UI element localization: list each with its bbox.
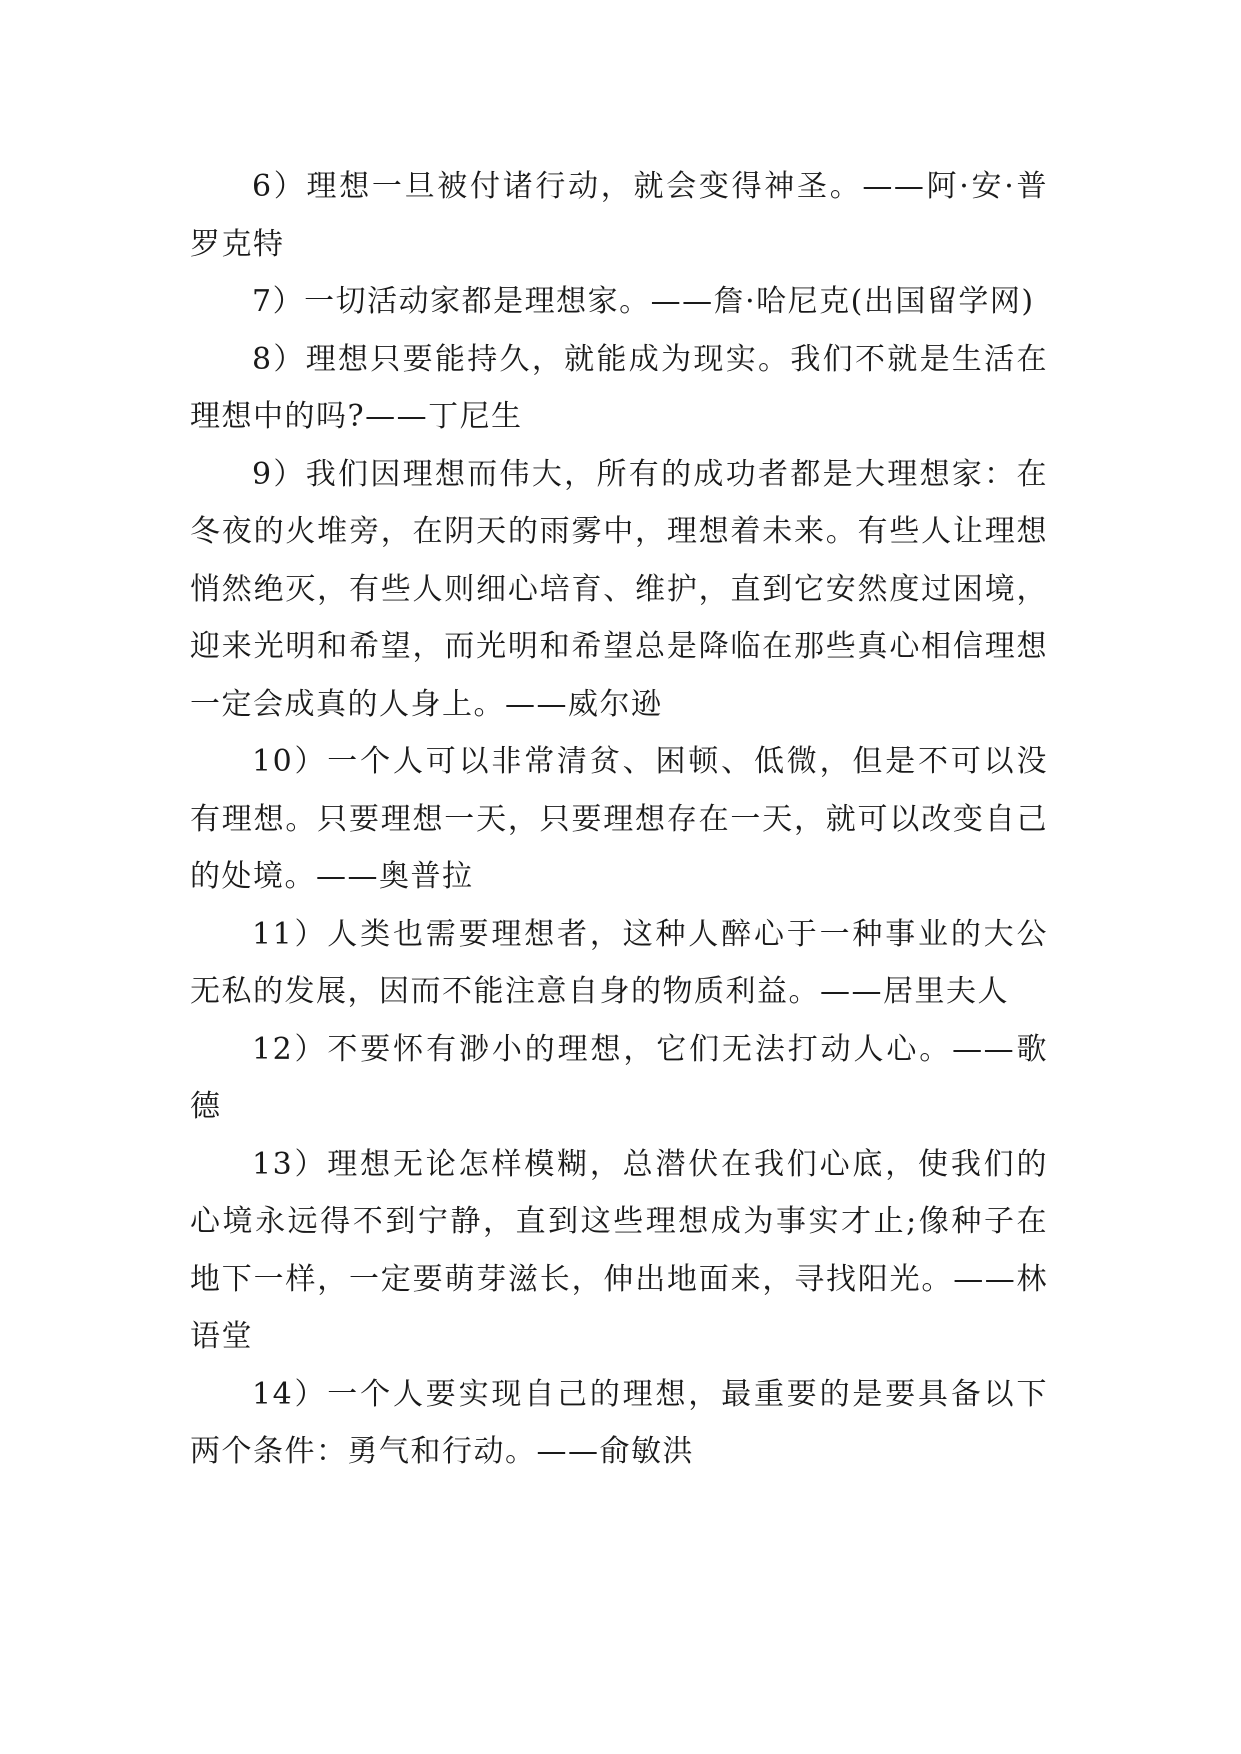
quote-paragraph-6: 6）理想一旦被付诸行动，就会变得神圣。——阿·安·普罗克特 (190, 169, 1048, 262)
quote-paragraph-10: 10）一个人可以非常清贫、困顿、低微，但是不可以没有理想。只要理想一天，只要理想存在一天，就可以改变自己的处境。——奥普拉 (190, 744, 1048, 894)
quote-paragraph-13: 13）理想无论怎样模糊，总潜伏在我们心底，使我们的心境永远得不到宁静，直到这些理想成为事实才止;像种子在地下一样，一定要萌芽滋长，伸出地面来，寻找阳光。——林语堂 (190, 1146, 1048, 1354)
quote-paragraph-11: 11）人类也需要理想者，这种人醉心于一种事业的大公无私的发展，因而不能注意自身的物质利益。——居里夫人 (190, 916, 1048, 1009)
quote-list (190, 158, 1048, 1481)
quote-paragraph-8: 8）理想只要能持久，就能成为现实。我们不就是生活在理想中的吗?——丁尼生 (190, 341, 1048, 434)
quote-paragraph-14: 14）一个人要实现自己的理想，最重要的是要具备以下两个条件：勇气和行动。——俞敏洪 (190, 1376, 1048, 1469)
quote-paragraph-9: 9）我们因理想而伟大，所有的成功者都是大理想家：在冬夜的火堆旁，在阴天的雨雾中，理想着未来。有些人让理想悄然绝灭，有些人则细心培育、维护，直到它安然度过困境，迎来光明和希望，而光明和希望总是降临在那些真心相信理想一定会成真的人身上。——威尔逊 (190, 456, 1048, 722)
quote-paragraph-7: 7）一切活动家都是理想家。——詹·哈尼克(出国留学网) (252, 284, 1035, 319)
quote-paragraph-12: 12）不要怀有渺小的理想，它们无法打动人心。——歌德 (190, 1031, 1048, 1124)
